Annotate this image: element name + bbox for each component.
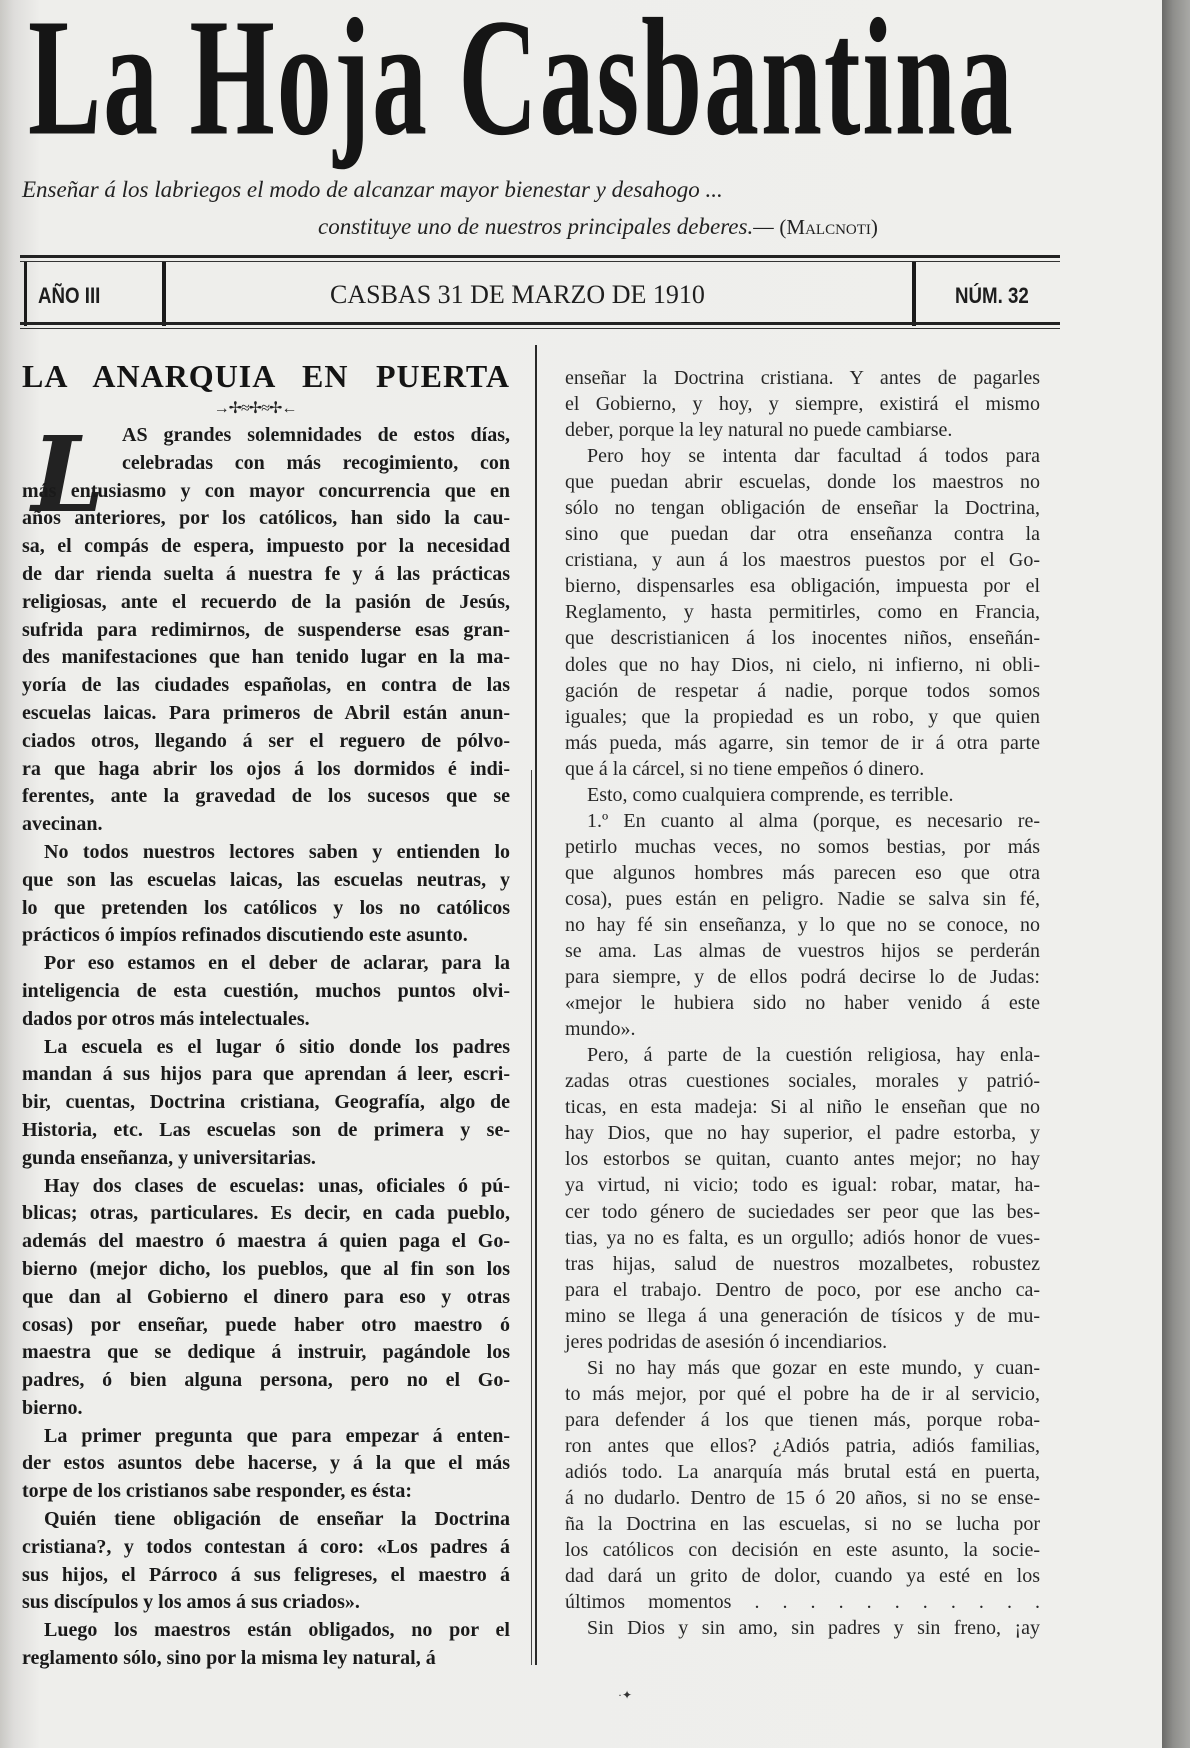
text-line: gunda enseñanza, y universitarias. [22, 1146, 316, 1169]
text-line: adiós todo. La anarquía más brutal está en puerta, [565, 1460, 1040, 1483]
paragraph [565, 808, 1040, 1042]
text-line: hay Dios, que no hay superior, el padre estorba, y [565, 1122, 1040, 1145]
text-line: dados por otros más intelectuales. [22, 1007, 310, 1030]
text-line: ña la Doctrina en las escuelas, si no se lucha por [565, 1513, 1040, 1536]
bottom-rule [20, 322, 1060, 329]
text-line: se ama. Las almas de vuestros hijos se perderán [565, 940, 1040, 963]
issue-bar-divider [912, 262, 916, 326]
text-line: que dan al Gobierno el dinero para eso y otras [22, 1285, 510, 1308]
paragraph [22, 1506, 510, 1617]
text-line: yoría de las ciudades españolas, en contra de las [22, 674, 510, 697]
column-divider [535, 345, 537, 1665]
text-line: Si no hay más que gozar en este mundo, y cuan- [587, 1356, 1040, 1379]
ornament-divider: →✢≈✢≈✢← [213, 400, 297, 417]
text-line: cer todo género de suciedades ser peor que las bes- [565, 1200, 1040, 1223]
paragraph [22, 422, 510, 839]
text-line: iguales; que la propiedad es un robo, y que quien [565, 705, 1040, 728]
paragraph [565, 1355, 1040, 1615]
text-line: bierno. [22, 1396, 83, 1419]
text-line: Por eso estamos en el deber de aclarar, para la [44, 952, 510, 975]
text-line: maestra que se dedique á instruir, pagándole los [22, 1341, 510, 1364]
newspaper-title: La Hoja Casbantina [28, 0, 1015, 171]
text-line: des manifestaciones que han tenido lugar en la ma- [22, 646, 510, 669]
article-right-column [565, 365, 1040, 1641]
article-left-column [22, 422, 510, 1673]
text-line: Sin Dios y sin amo, sin padres y sin freno, ¡ay [587, 1617, 1040, 1640]
paragraph [565, 443, 1040, 782]
article-headline: LA ANARQUIA EN PUERTA [22, 358, 510, 394]
text-line: No todos nuestros lectores saben y entienden lo [44, 840, 510, 863]
text-line: Hay dos clases de escuelas: unas, oficiales ó pú- [44, 1174, 510, 1197]
text-line: tras hijas, salud de nuestros mozalbetes, robustez [565, 1252, 1040, 1275]
issue-bar-divider [162, 262, 166, 326]
text-line: gación de respetar á nadie, porque todos somos [565, 679, 1040, 702]
text-line: sino que puedan dar otra enseñanza contra la [565, 523, 1040, 546]
paragraph [22, 1034, 510, 1173]
motto-line-1: Enseñar á los labriegos el modo de alcanzar mayor bienestar y desahogo ... [22, 177, 723, 202]
text-line: padres, ó bien alguna persona, pero no el Go- [22, 1369, 510, 1392]
text-line: bierno, dispensarles esa obligación, impuesta por el [565, 575, 1040, 598]
text-line: que son las escuelas laicas, las escuelas neutras, y [22, 868, 510, 891]
text-line: además del maestro ó maestra á quien paga el Go- [22, 1230, 510, 1253]
motto-line-2 [318, 213, 878, 241]
text-line: Pero hoy se intenta dar facultad á todos para [587, 445, 1040, 468]
text-line: doles que no hay Dios, ni cielo, ni infierno, ni obli- [565, 653, 1040, 676]
text-line: Historia, etc. Las escuelas son de primera y se- [22, 1118, 510, 1141]
text-line: años anteriores, por los católicos, han sido la cau- [22, 507, 510, 530]
text-line: 1.º En cuanto al alma (porque, es necesario re- [587, 809, 1040, 832]
text-line: más entusiasmo y con mayor concurrencia que en [22, 479, 510, 502]
text-line: enseñar la Doctrina cristiana. Y antes de pagarles [565, 367, 1040, 389]
text-line: á no dudarlo. Dentro de 15 ó 20 años, si no se ense- [565, 1487, 1040, 1510]
text-line: prácticos ó impíos refinados discutiendo este asunto. [22, 924, 468, 947]
text-line: para siempre, y de ellos podrá decirse lo de Judas: [565, 966, 1040, 989]
paragraph [22, 1173, 510, 1423]
text-line: reglamento sólo, sino por la misma ley natural, á [22, 1647, 436, 1670]
paragraph [22, 1423, 510, 1506]
text-line: lo que pretenden los católicos y los no católicos [22, 896, 510, 919]
issue-place-date: CASBAS 31 DE MARZO DE 1910 [330, 280, 705, 309]
text-line: mandan á sus hijos para que aprendan á leer, escri- [22, 1063, 510, 1086]
text-line: AS grandes solemnidades de estos días, [122, 424, 510, 446]
text-line: blicas; otras, particulares. Es decir, en cada pueblo, [22, 1202, 510, 1225]
text-line: ron antes que ellos? ¿Adiós patria, adiós familias, [565, 1434, 1040, 1457]
text-line: der estos asuntos debe hacerse, y á la que el más [22, 1452, 510, 1475]
text-line: que puedan abrir escuelas, donde los maestros no [565, 471, 1040, 494]
text-line: celebradas con más recogimiento, con [122, 451, 510, 474]
text-line: mundo». [565, 1018, 636, 1041]
text-line: cosa), pues están en peligro. Nadie se salva sin fé, [565, 887, 1040, 910]
text-line: Reglamento, y hasta permitirles, como en Francia, [565, 601, 1040, 624]
column-divider-inner [531, 770, 532, 1665]
text-line: bierno (mejor dicho, los pueblos, que al fin son los [22, 1257, 510, 1280]
paragraph [565, 1615, 1040, 1641]
text-line: cristiana?, y todos contestan á coro: «Los padres á [22, 1535, 510, 1558]
printer-mark: ·✦ [618, 1688, 633, 1702]
text-line: «mejor le hubiera sido no haber venido á este [565, 992, 1040, 1015]
issue-year: AÑO III [38, 283, 101, 308]
text-line: los estorbos se quitan, cuanto antes mejor; no hay [565, 1148, 1040, 1171]
text-line: ciados otros, llegando á ser el reguero de pólvo- [22, 729, 510, 752]
text-line: jeres podridas de asesión ó incendiarios. [565, 1330, 888, 1353]
text-line: deber, porque la ley natural no puede cambiarse. [565, 419, 953, 442]
text-line: petirlo muchas veces, no somos bestias, por más [565, 835, 1040, 858]
text-line: Quién tiene obligación de enseñar la Doctrina [44, 1508, 510, 1531]
text-line: para defender á los que tienen más, porque roba- [565, 1408, 1040, 1431]
text-line: mino se llega á una generación de tísicos y de mu- [565, 1304, 1040, 1327]
text-line: sa, el compás de espera, impuesto por la necesidad [22, 535, 510, 558]
text-line: sólo no tengan obligación de enseñar la Doctrina, [565, 497, 1040, 520]
text-line: bir, cuentas, Doctrina cristiana, Geografía, algo de [22, 1091, 510, 1114]
text-line: avecinan. [22, 813, 103, 836]
text-line: sufrida para redimirnos, de suspenderse esas gran- [22, 618, 510, 641]
text-line: ferentes, ante la gravedad de los sucesos que se [22, 785, 510, 808]
text-line: los católicos con decisión en este asunto, la socie- [565, 1539, 1040, 1562]
text-line: cristiana, y aun á los maestros puestos por el Go- [565, 549, 1040, 572]
text-line: no hay fé sin enseñanza, y lo que no se conoce, no [565, 913, 1040, 936]
text-line: ticas, en esta madeja: Si al niño le enseñan que no [565, 1096, 1040, 1119]
text-line: La escuela es el lugar ó sitio donde los padres [44, 1035, 510, 1058]
text-line: sus hijos, el Párroco á sus feligreses, el maestro á [22, 1563, 510, 1586]
text-line: el Gobierno, y hoy, y siempre, existirá el mismo [565, 393, 1040, 416]
text-line: Luego los maestros están obligados, no por el [44, 1619, 510, 1642]
text-line: Esto, como cualquiera comprende, es terrible. [587, 783, 954, 806]
text-line: torpe de los cristianos sabe responder, es ésta: [22, 1480, 412, 1503]
motto-text: constituye uno de nuestros principales deberes.— [318, 214, 780, 239]
text-line: ra que haga abrir los ojos á los dormidos é indi- [22, 757, 510, 780]
text-line: más pueda, más agarre, sin temor de ir á otra parte [565, 731, 1040, 754]
book-edge [1162, 0, 1190, 1748]
masthead [28, 0, 1048, 171]
text-line: para el trabajo. Dentro de poco, por ese ancho ca- [565, 1278, 1040, 1301]
text-line: dad dará un grito de dolor, cuando ya esté en los [565, 1565, 1040, 1588]
text-line: últimos momentos . . . . . . . . . . . [565, 1591, 1040, 1614]
text-line: La primer pregunta que para empezar á enten- [44, 1424, 510, 1447]
text-line: ya virtud, ni vicio; todo es igual: robar, matar, ha- [565, 1174, 1040, 1197]
paragraph [22, 1617, 510, 1673]
paragraph [565, 365, 1040, 443]
text-line: Pero, á parte de la cuestión religiosa, hay enla- [587, 1044, 1040, 1067]
text-line: que á la cárcel, si no tiene empeños ó dinero. [565, 757, 925, 780]
text-line: religiosas, ante el recuerdo de la pasión de Jesús, [22, 590, 510, 613]
text-line: inteligencia de esta cuestión, muchos puntos olvi- [22, 979, 510, 1002]
drop-cap-initial: L [31, 420, 105, 530]
issue-number: NÚM. 32 [955, 283, 1029, 308]
text-line: zadas otras cuestiones sociales, morales y patrió- [565, 1070, 1040, 1093]
issue-bar-divider [24, 262, 27, 326]
text-line: que algunos hombres más parecen eso que otra [565, 861, 1040, 884]
text-line: que descristianicen á los inocentes niños, enseñán- [565, 627, 1040, 650]
text-line: escuelas laicas. Para primeros de Abril están anun- [22, 701, 510, 724]
text-line: tias, ya no es falta, es un orgullo; adiós honor de vues- [565, 1226, 1040, 1249]
motto-author: (Malcnoti) [779, 215, 878, 239]
text-line: sus discípulos y los amos á sus criados». [22, 1591, 360, 1614]
text-line: to más mejor, por qué el pobre ha de ir al servicio, [565, 1382, 1040, 1405]
paragraph [565, 782, 1040, 808]
text-line: de dar rienda suelta á nuestra fe y á las prácticas [22, 562, 510, 585]
paragraph [565, 1042, 1040, 1355]
top-rule [20, 255, 1060, 262]
text-line: cosas) por enseñar, puede haber otro maestro ó [22, 1313, 510, 1336]
paragraph [22, 950, 510, 1033]
paragraph [22, 839, 510, 950]
